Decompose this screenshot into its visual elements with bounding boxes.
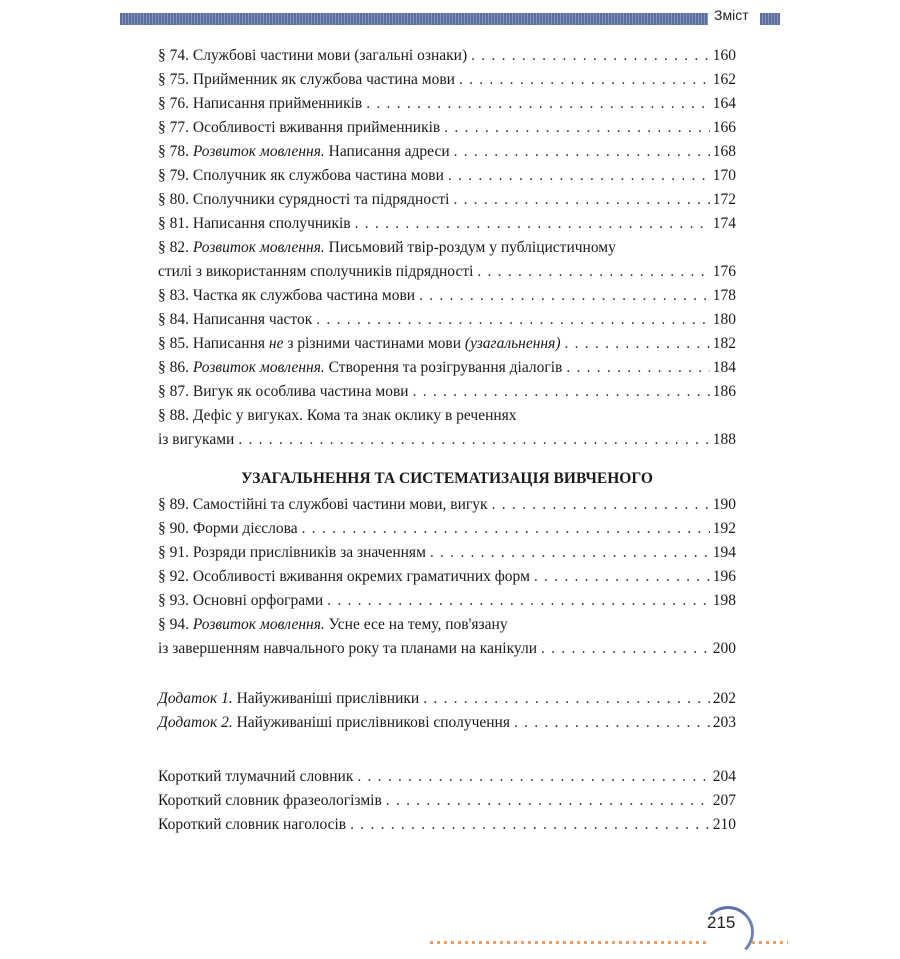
toc-entry-page: 207 bbox=[712, 792, 736, 809]
toc-entry-number: § 92. bbox=[158, 568, 189, 585]
toc-entry[interactable] bbox=[158, 493, 736, 517]
toc-entry-title: Найуживаніші прислівникові сполучення bbox=[236, 714, 510, 731]
toc-entry-number: § 76. bbox=[158, 95, 189, 112]
toc-entry[interactable] bbox=[158, 308, 736, 332]
toc-entry-page: 164 bbox=[712, 95, 736, 112]
dot-leader bbox=[234, 428, 710, 452]
dot-leader bbox=[323, 589, 710, 613]
toc-entry-number: § 83. bbox=[158, 287, 189, 304]
toc-entry-page: 180 bbox=[712, 311, 736, 328]
toc-entry-title-line1: Усне есе на тему, пов'язану bbox=[328, 616, 508, 633]
toc-entry[interactable] bbox=[158, 356, 736, 380]
toc-entry-number: § 77. bbox=[158, 119, 189, 136]
toc-entry-title: Сполучники сурядності та підрядності bbox=[192, 191, 450, 208]
toc-entry[interactable] bbox=[158, 116, 736, 140]
toc-entry-page: 162 bbox=[712, 71, 736, 88]
toc-group-1 bbox=[158, 44, 736, 236]
toc-entry-page: 178 bbox=[712, 287, 736, 304]
dot-leader bbox=[562, 356, 710, 380]
dot-leader bbox=[450, 140, 710, 164]
toc-entry[interactable] bbox=[158, 140, 736, 164]
header-band bbox=[120, 13, 708, 25]
toc-entry[interactable] bbox=[158, 541, 736, 565]
dot-leader bbox=[409, 380, 710, 404]
toc-entry-number: § 82. bbox=[158, 239, 189, 256]
toc-entry-title: Прийменник як службова частина мови bbox=[192, 71, 455, 88]
toc-entry-number: § 81. bbox=[158, 215, 189, 232]
toc-entry[interactable] bbox=[158, 589, 736, 613]
dot-leader bbox=[510, 711, 710, 735]
toc-entry-page: 203 bbox=[712, 714, 736, 731]
toc-entry-title: Частка як службова частина мови bbox=[192, 287, 416, 304]
toc-entry-page: 176 bbox=[712, 263, 736, 280]
toc-entry-title: Короткий словник наголосів bbox=[158, 816, 347, 833]
toc-entry-number: § 91. bbox=[158, 544, 189, 561]
toc-entry-rubric: Додаток 2. bbox=[158, 714, 233, 731]
footer-dot-rule bbox=[430, 941, 710, 944]
toc-entry-page: 174 bbox=[712, 215, 736, 232]
toc-entry[interactable] bbox=[158, 687, 736, 711]
dot-leader bbox=[426, 541, 710, 565]
toc-entry-rubric: Розвиток мовлення. bbox=[192, 359, 325, 376]
toc-group-2 bbox=[158, 284, 736, 332]
toc-entry-title: Розряди прислівників за значенням bbox=[192, 544, 426, 561]
dot-leader bbox=[312, 308, 710, 332]
toc-entry-title: Написання сполучників bbox=[192, 215, 351, 232]
toc-entry[interactable] bbox=[158, 92, 736, 116]
dot-leader bbox=[530, 565, 710, 589]
toc-entry[interactable] bbox=[158, 68, 736, 92]
dot-leader bbox=[473, 260, 710, 284]
dot-leader bbox=[467, 44, 710, 68]
toc-entry-page: 166 bbox=[712, 119, 736, 136]
toc-entry-rubric: Розвиток мовлення. bbox=[192, 143, 325, 160]
toc-entry-title: Особливості вживання окремих граматичних форм bbox=[192, 568, 530, 585]
toc-entry-title-line1: Письмовий твір-роздум у публіцистичному bbox=[328, 239, 616, 256]
toc-entry[interactable] bbox=[158, 212, 736, 236]
toc-entry-title: Форми дієслова bbox=[192, 520, 298, 537]
dot-leader bbox=[455, 68, 710, 92]
toc-entry[interactable] bbox=[158, 380, 736, 404]
toc-entry-page: 210 bbox=[712, 816, 736, 833]
toc-entry[interactable] bbox=[158, 813, 736, 837]
header-band-tail bbox=[760, 13, 780, 25]
dot-leader bbox=[415, 284, 710, 308]
dot-leader bbox=[419, 687, 710, 711]
page-number: 215 bbox=[707, 913, 736, 932]
toc-entry-rubric: Додаток 1. bbox=[158, 690, 233, 707]
toc-entry[interactable] bbox=[158, 44, 736, 68]
toc-entry-page: 192 bbox=[712, 520, 736, 537]
toc-entry-page: 200 bbox=[712, 640, 736, 657]
toc-entry-page: 202 bbox=[712, 690, 736, 707]
toc-entry-94[interactable] bbox=[158, 613, 736, 661]
toc-entry[interactable] bbox=[158, 164, 736, 188]
toc-entry-page: 204 bbox=[712, 768, 736, 785]
table-of-contents bbox=[158, 44, 736, 837]
toc-entry-number: § 86. bbox=[158, 359, 189, 376]
toc-entry-rubric: Розвиток мовлення. bbox=[192, 616, 325, 633]
toc-entry-page: 186 bbox=[712, 383, 736, 400]
toc-group-4 bbox=[158, 493, 736, 613]
toc-entry-page: 184 bbox=[712, 359, 736, 376]
toc-entry-number: § 93. bbox=[158, 592, 189, 609]
toc-entry-title: Написання прийменників bbox=[192, 95, 363, 112]
toc-entry-title-line2: стилі з використанням сполучників підрядності bbox=[158, 263, 474, 280]
dot-leader bbox=[488, 493, 710, 517]
toc-entry[interactable] bbox=[158, 284, 736, 308]
toc-entry-page: 188 bbox=[712, 431, 736, 448]
toc-entry[interactable] bbox=[158, 565, 736, 589]
toc-entry-title-part: Написання bbox=[192, 335, 266, 352]
toc-entry-title: Службові частини мови (загальні ознаки) bbox=[192, 47, 468, 64]
section-heading: УЗАГАЛЬНЕННЯ ТА СИСТЕМАТИЗАЦІЯ ВИВЧЕНОГО bbox=[241, 470, 653, 487]
toc-entry[interactable] bbox=[158, 188, 736, 212]
running-header-title: Зміст bbox=[714, 7, 749, 23]
toc-entry-number: § 75. bbox=[158, 71, 189, 88]
toc-entry-page: 168 bbox=[712, 143, 736, 160]
toc-entry-page: 198 bbox=[712, 592, 736, 609]
toc-entry-title: Вигук як особлива частина мови bbox=[192, 383, 409, 400]
toc-entry-82[interactable] bbox=[158, 236, 736, 284]
toc-entry-number: § 89. bbox=[158, 496, 189, 513]
dot-leader bbox=[444, 164, 710, 188]
toc-entry-emphasis: (узагальнення) bbox=[464, 335, 561, 352]
dot-leader bbox=[346, 813, 710, 837]
toc-entry[interactable] bbox=[158, 765, 736, 789]
toc-entry-title-part: з різними частинами мови bbox=[287, 335, 462, 352]
dot-leader bbox=[382, 789, 710, 813]
dot-leader bbox=[353, 765, 710, 789]
toc-entry-number: § 88. bbox=[158, 407, 189, 424]
toc-entry-number: § 94. bbox=[158, 616, 189, 633]
toc-entry-title: Написання часток bbox=[192, 311, 313, 328]
toc-appendices bbox=[158, 687, 736, 735]
dot-leader bbox=[537, 637, 710, 661]
toc-entry-title: Написання адреси bbox=[328, 143, 450, 160]
toc-entry-title: Короткий словник фразеологізмів bbox=[158, 792, 382, 809]
toc-entry-title-line2: із вигуками bbox=[158, 431, 235, 448]
toc-entry-85[interactable] bbox=[158, 332, 736, 356]
footer-dot-rule-right bbox=[752, 941, 788, 944]
toc-entry-title: Найуживаніші прислівники bbox=[236, 690, 420, 707]
toc-entry-title: Самостійні та службові частини мови, вигук bbox=[192, 496, 488, 513]
toc-entry[interactable] bbox=[158, 711, 736, 735]
toc-entry-number: § 87. bbox=[158, 383, 189, 400]
toc-entry-title: Створення та розігрування діалогів bbox=[328, 359, 563, 376]
toc-entry-page: 170 bbox=[712, 167, 736, 184]
toc-entry-number: § 74. bbox=[158, 47, 189, 64]
toc-entry-number: § 78. bbox=[158, 143, 189, 160]
toc-entry-page: 194 bbox=[712, 544, 736, 561]
toc-entry-page: 190 bbox=[712, 496, 736, 513]
toc-entry-88[interactable] bbox=[158, 404, 736, 452]
toc-entry-page: 182 bbox=[712, 335, 736, 352]
toc-entry-number: § 85. bbox=[158, 335, 189, 352]
toc-entry-number: § 79. bbox=[158, 167, 189, 184]
toc-entry-number: § 84. bbox=[158, 311, 189, 328]
toc-entry-title: Сполучник як службова частина мови bbox=[192, 167, 444, 184]
toc-entry-title: Особливості вживання прийменників bbox=[192, 119, 441, 136]
toc-entry-title: Основні орфограми bbox=[192, 592, 324, 609]
toc-entry-rubric: Розвиток мовлення. bbox=[192, 239, 325, 256]
toc-group-3 bbox=[158, 356, 736, 404]
dot-leader bbox=[298, 517, 710, 541]
dot-leader bbox=[362, 92, 710, 116]
toc-entry-number: § 90. bbox=[158, 520, 189, 537]
toc-entry-page: 172 bbox=[712, 191, 736, 208]
toc-entry[interactable] bbox=[158, 789, 736, 813]
dot-leader bbox=[351, 212, 710, 236]
toc-entry[interactable] bbox=[158, 517, 736, 541]
toc-entry-emphasis: не bbox=[268, 335, 284, 352]
toc-entry-title: Короткий тлумачний словник bbox=[158, 768, 354, 785]
toc-entry-title-line1: Дефіс у вигуках. Кома та знак оклику в реченнях bbox=[192, 407, 517, 424]
dot-leader bbox=[560, 332, 710, 356]
dot-leader bbox=[440, 116, 710, 140]
dot-leader bbox=[449, 188, 710, 212]
toc-entry-title-line2: із завершенням навчального року та планами на канікули bbox=[158, 640, 537, 657]
toc-dictionaries bbox=[158, 765, 736, 837]
toc-entry-page: 196 bbox=[712, 568, 736, 585]
toc-entry-page: 160 bbox=[712, 47, 736, 64]
toc-entry-number: § 80. bbox=[158, 191, 189, 208]
